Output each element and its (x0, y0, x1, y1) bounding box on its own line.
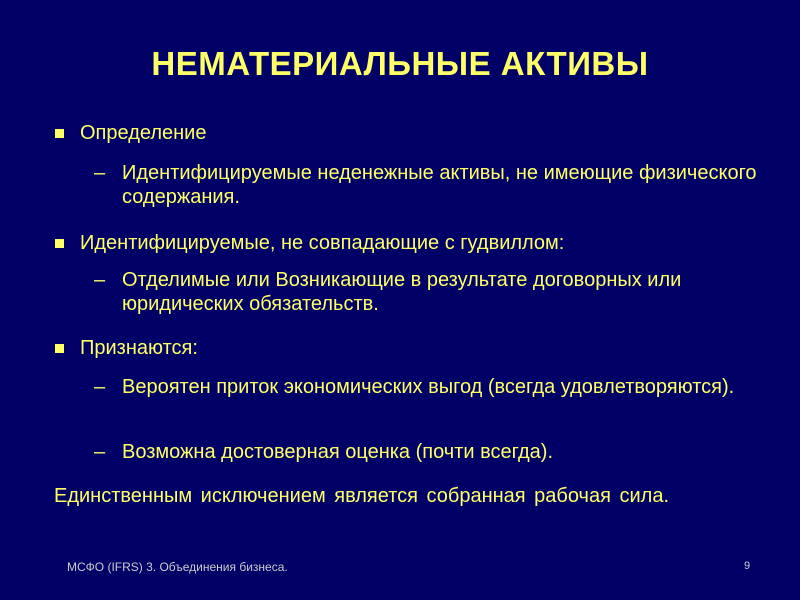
bullet-text: Признаются: (80, 337, 198, 359)
sub-bullet-text: Отделимые или Возникающие в результате договорных или юридических обязательств. (122, 269, 682, 315)
bullet-item (80, 231, 760, 255)
sub-bullet-item (94, 268, 762, 316)
sub-bullet-text: Возможна достоверная оценка (почти всегда). (122, 441, 554, 463)
page-number: 9 (744, 560, 751, 572)
slide-title: НЕМАТЕРИАЛЬНЫЕ АКТИВЫ (151, 45, 649, 82)
slide-footer: МСФО (IFRS) 3. Объединения бизнеса. (67, 560, 288, 574)
bullet-text: Идентифицируемые, не совпадающие с гудвиллом: (80, 232, 565, 254)
sub-bullet-text: Вероятен приток экономических выгод (всегда удовлетворяются). (122, 376, 735, 398)
sub-bullet-item (94, 375, 762, 399)
square-bullet-icon (55, 129, 64, 138)
dash-bullet-icon: – (94, 269, 106, 291)
square-bullet-icon (55, 239, 64, 248)
sub-bullet-item (94, 440, 762, 464)
square-bullet-icon (55, 344, 64, 353)
bullet-item (80, 121, 760, 145)
dash-bullet-icon: – (94, 162, 106, 184)
bullet-text: Определение (80, 122, 207, 144)
bullet-item (80, 336, 760, 360)
sub-bullet-item (94, 161, 762, 209)
dash-bullet-icon: – (94, 376, 106, 398)
sub-bullet-text: Идентифицируемые неденежные активы, не имеющие физического содержания. (122, 162, 757, 208)
dash-bullet-icon: – (94, 441, 106, 463)
conclusion-text: Единственным исключением является собранная рабочая сила. (54, 485, 670, 507)
